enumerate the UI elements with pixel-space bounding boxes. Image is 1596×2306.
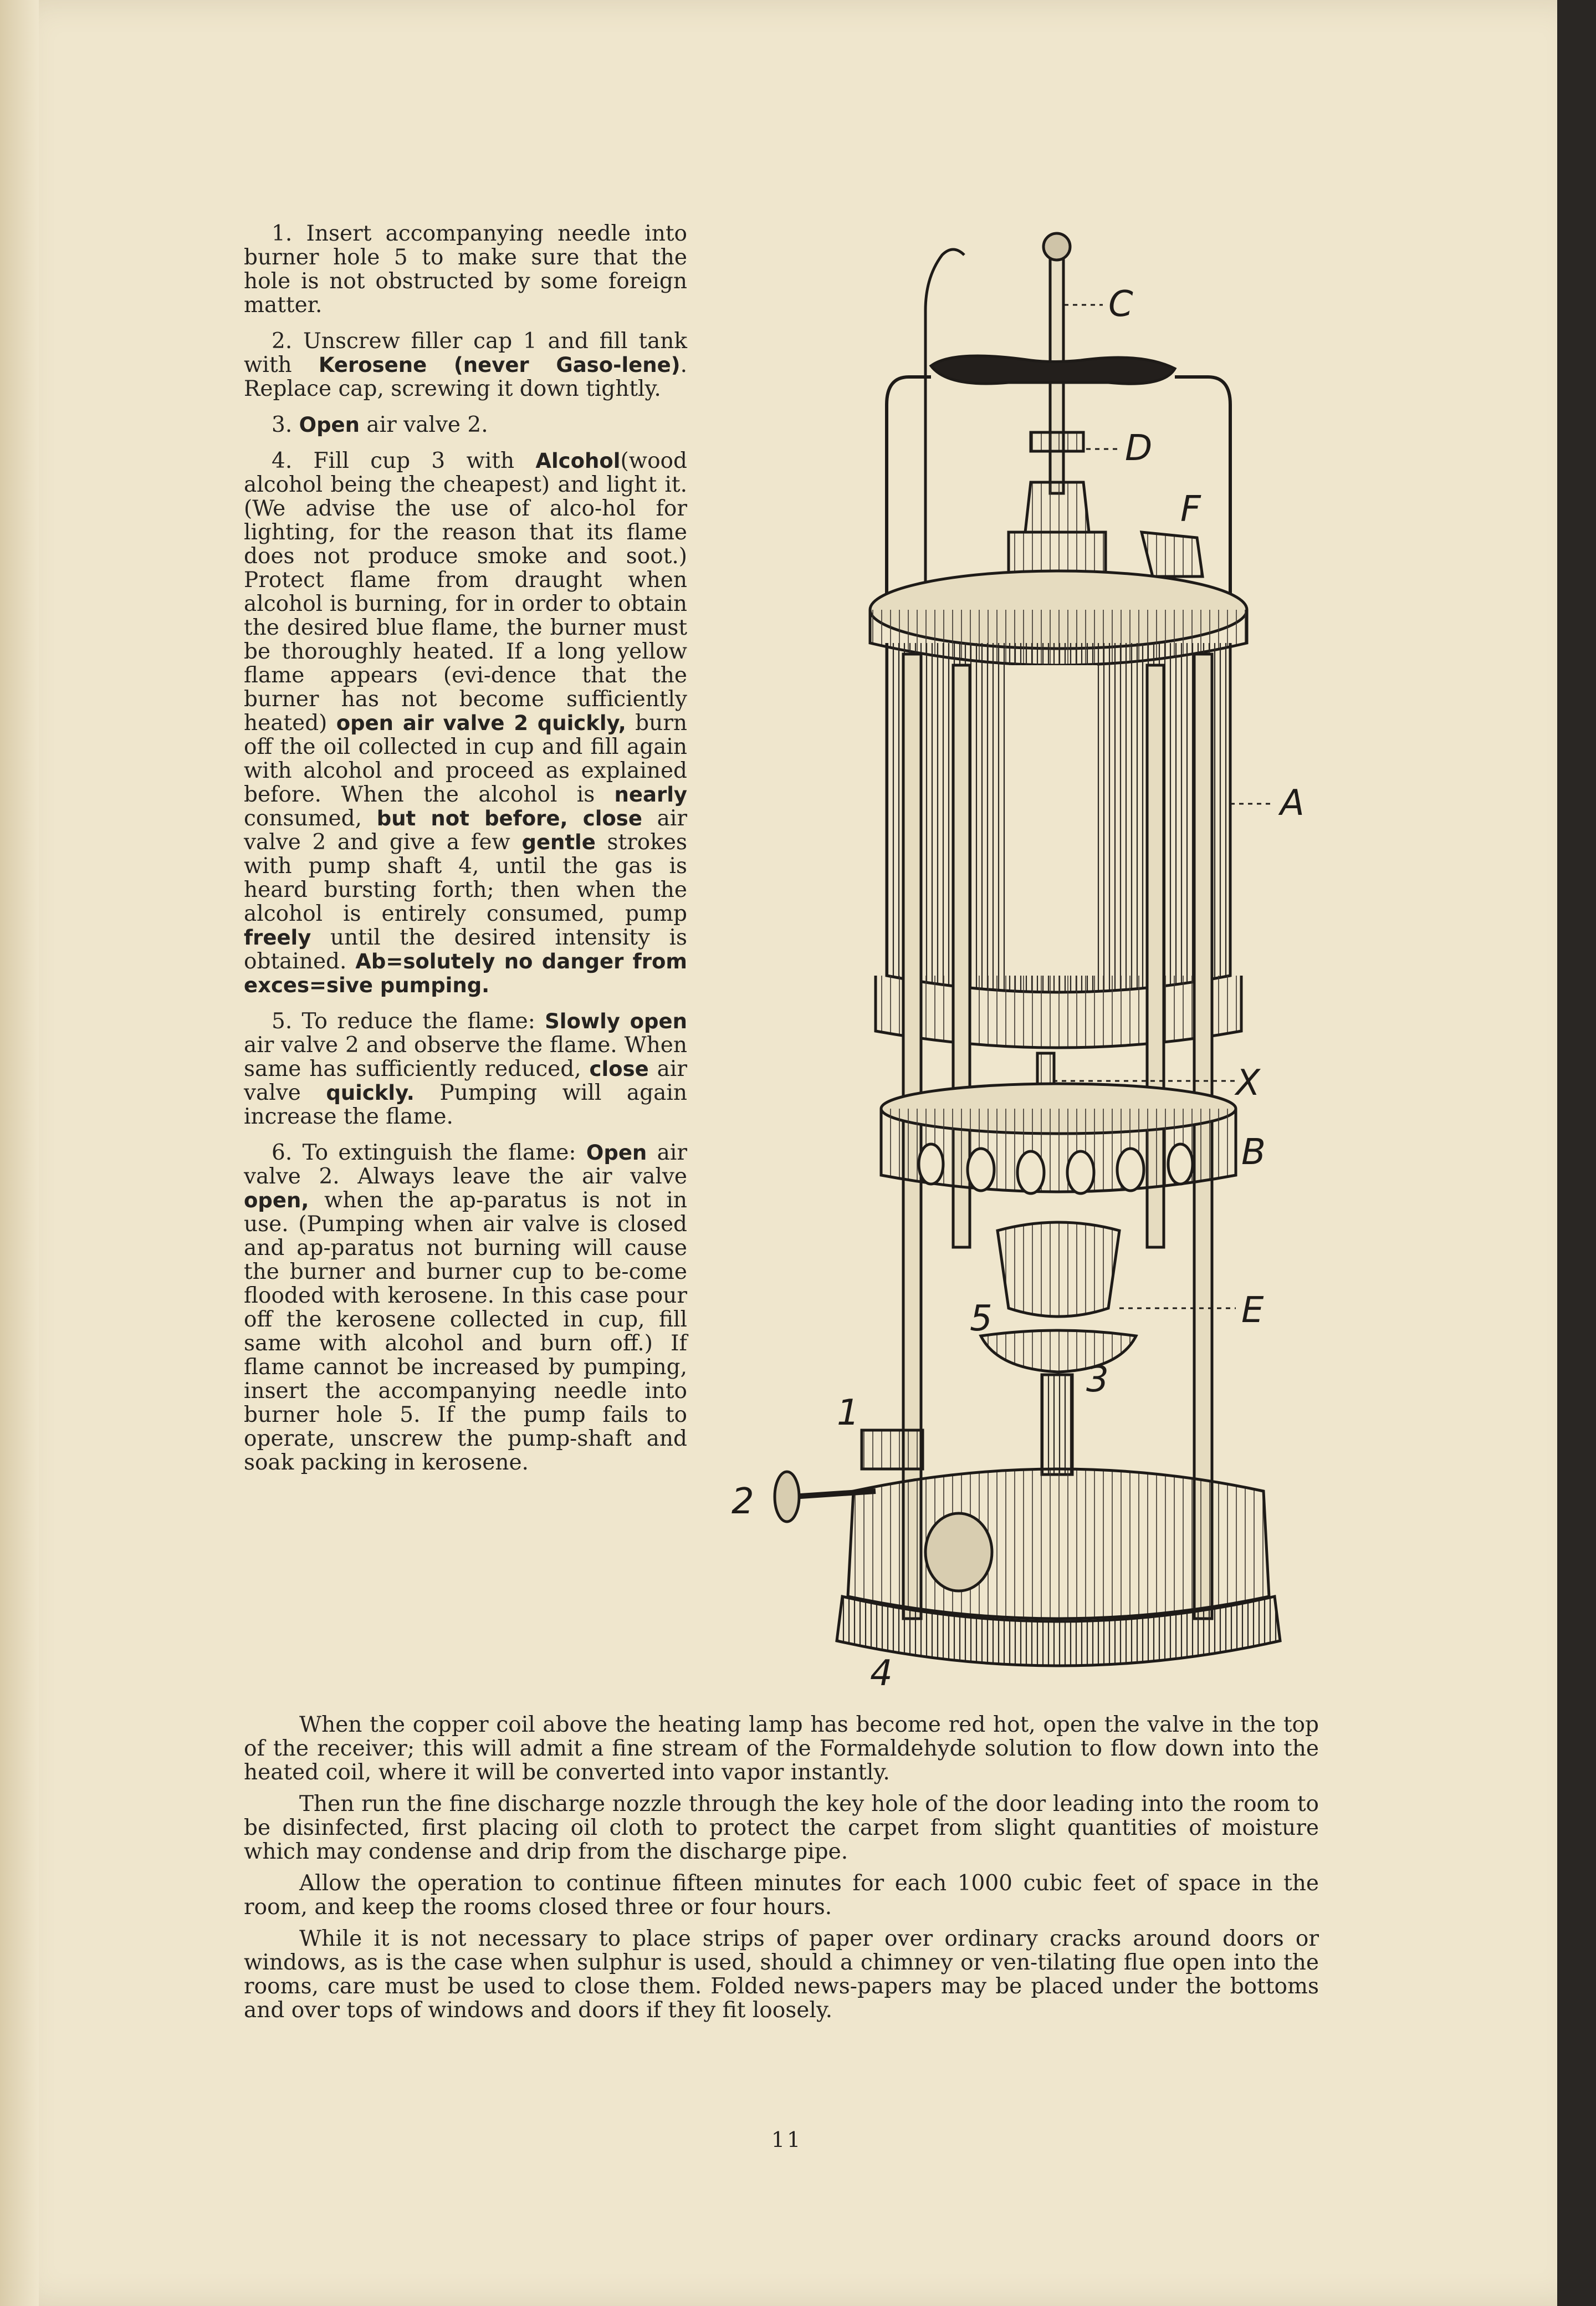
label-c: C bbox=[1108, 284, 1133, 325]
label-3: 3 bbox=[1086, 1359, 1109, 1400]
instruction-4-text-i: air valve 2 and give a few bbox=[244, 806, 688, 855]
instruction-5 bbox=[244, 1009, 687, 1129]
label-4: 4 bbox=[870, 1653, 893, 1694]
burner-stem bbox=[1042, 1375, 1072, 1475]
label-5: 5 bbox=[970, 1298, 993, 1339]
instruction-5-bold-f: quickly. bbox=[326, 1081, 415, 1105]
instruction-3 bbox=[244, 413, 687, 437]
instruction-6-text-c: air valve 2. Always leave the air valve bbox=[244, 1140, 688, 1189]
instruction-4-bold-n: Ab=solutely no danger from exces=sive pumping. bbox=[244, 950, 687, 997]
burner-cup-e bbox=[998, 1222, 1119, 1317]
instruction-6-bold-b: Open bbox=[586, 1141, 647, 1165]
filler-f bbox=[1142, 532, 1203, 576]
body-paragraph: When the copper coil above the heating lamp has become red hot, open the valve in the top of the receiver; this will admit a fine stream of the Formaldehyde solution to flow down into the heated coil, where it will be converted into vapor instantly. bbox=[244, 1712, 1319, 1785]
instruction-3-text-a: 3. bbox=[272, 412, 299, 437]
instruction-3-text-c: air valve 2. bbox=[359, 412, 488, 437]
instruction-2-text-a: 2. Unscrew filler cap 1 and fill tank with bbox=[244, 329, 687, 377]
instructions-column bbox=[244, 222, 687, 1475]
instruction-4 bbox=[244, 449, 687, 997]
instruction-4-bold-f: nearly bbox=[614, 783, 687, 807]
pump-fitting bbox=[925, 1513, 992, 1591]
tank-highlight bbox=[1009, 665, 1097, 976]
instruction-2 bbox=[244, 329, 687, 401]
instruction-4-bold-l: freely bbox=[244, 926, 311, 950]
instruction-4-text-e: burn off the oil collected in cup and fill again with alcohol and proceed as explained before. When the alcohol is bbox=[244, 711, 687, 807]
lamp-illustration bbox=[720, 222, 1330, 1707]
instruction-4-bold-j: gentle bbox=[521, 830, 596, 854]
instruction-4-text-g: consumed, bbox=[244, 806, 377, 831]
body-paragraph: Allow the operation to continue fifteen minutes for each 1000 cubic feet of space in the room, and keep the rooms closed three or four hours. bbox=[244, 1871, 1319, 1920]
label-2: 2 bbox=[732, 1481, 754, 1522]
instruction-5-text-e: air valve bbox=[244, 1057, 687, 1105]
instruction-4-text-a: 4. Fill cup 3 with bbox=[272, 448, 536, 473]
instruction-3-bold: Open bbox=[299, 413, 360, 437]
instruction-1-text: 1. Insert accompanying needle into burner hole 5 to make sure that the hole is not obstructed by some foreign matter. bbox=[244, 221, 687, 318]
filler-cap-1 bbox=[862, 1430, 923, 1469]
instruction-5-text-a: 5. To reduce the flame: bbox=[272, 1009, 545, 1034]
label-x: X bbox=[1236, 1063, 1260, 1104]
instruction-4-text-m: until the desired intensity is obtained. bbox=[244, 925, 687, 974]
page-number: 11 bbox=[771, 2128, 803, 2152]
instruction-4-bold-b: Alcohol bbox=[535, 449, 621, 473]
instruction-5-text-g: Pumping will again increase the flame. bbox=[244, 1080, 687, 1129]
label-1: 1 bbox=[837, 1392, 860, 1433]
instruction-4-text-k: strokes with pump shaft 4, until the gas is heard bursting forth; then when the alcohol is entirely consumed, pump bbox=[244, 830, 688, 926]
instruction-6-text-a: 6. To extinguish the flame: bbox=[272, 1140, 586, 1165]
label-a: A bbox=[1280, 783, 1305, 824]
instruction-2-text-c: . Replace cap, screwing it down tightly. bbox=[244, 353, 687, 401]
tank-band bbox=[876, 976, 1241, 1048]
shaft-knob bbox=[1043, 233, 1070, 260]
air-valve-knob bbox=[775, 1472, 799, 1522]
instruction-5-text-c: air valve 2 and observe the flame. When same has sufficiently reduced, bbox=[244, 1033, 687, 1081]
label-e: E bbox=[1241, 1290, 1264, 1331]
label-f: F bbox=[1180, 489, 1201, 530]
instruction-4-bold-d: open air valve 2 quickly, bbox=[336, 711, 626, 735]
body-paragraph: Then run the fine discharge nozzle through the key hole of the door leading into the room to be disinfected, first placing oil cloth to protect the carpet from slight quantities of moisture which may condense and drip from the discharge pipe. bbox=[244, 1792, 1319, 1864]
label-b: B bbox=[1241, 1132, 1266, 1173]
cup-3 bbox=[981, 1330, 1136, 1372]
instruction-6-text-e: when the ap-paratus is not in use. (Pumping when air valve is closed and ap-paratus not burning will cause the burner and burner cup to be-come flooded with kerosene. In this case pour off the kerosene collected in cup, fill same with alcohol and burn off.) If flame cannot be increased by pumping, insert the accompanying needle into burner hole 5. If the pump fails to operate, unscrew the pump-shaft and soak packing in kerosene. bbox=[244, 1188, 687, 1475]
pump-tube bbox=[925, 249, 964, 610]
base-tank bbox=[848, 1469, 1269, 1619]
valve-body bbox=[1025, 482, 1089, 532]
valve-d bbox=[1031, 432, 1083, 451]
label-d: D bbox=[1125, 428, 1153, 469]
instruction-4-text-c: (wood alcohol being the cheapest) and light it. (We advise the use of alco-hol for lighting, for the reason that its flame does not produce smoke and soot.) Protect flame from draught when alcohol is burning, for in order to obtain the desired blue flame, the burner must be thoroughly heated. If a long yellow flame appears (evi-dence that the burner has not become sufficiently heated) bbox=[244, 448, 687, 736]
page-gutter bbox=[0, 0, 39, 2306]
instruction-6-bold-d: open, bbox=[244, 1188, 309, 1212]
body-text bbox=[244, 1713, 1319, 2030]
instruction-4-bold-h: but not before, close bbox=[376, 807, 642, 830]
body-paragraph: While it is not necessary to place strips of paper over ordinary cracks around doors or windows, as is the case when sulphur is used, should a chimney or ven-tilating flue open into the rooms, care must be used to close them. Folded news-papers may be placed under the bottoms and over tops of windows and doors if they fit loosely. bbox=[244, 1926, 1319, 2023]
instruction-2-bold: Kerosene (never Gaso-lene) bbox=[318, 353, 681, 377]
instruction-6 bbox=[244, 1141, 687, 1475]
instruction-5-bold-b: Slowly open bbox=[545, 1009, 687, 1033]
instruction-1 bbox=[244, 222, 687, 317]
instruction-5-bold-d: close bbox=[589, 1057, 649, 1081]
